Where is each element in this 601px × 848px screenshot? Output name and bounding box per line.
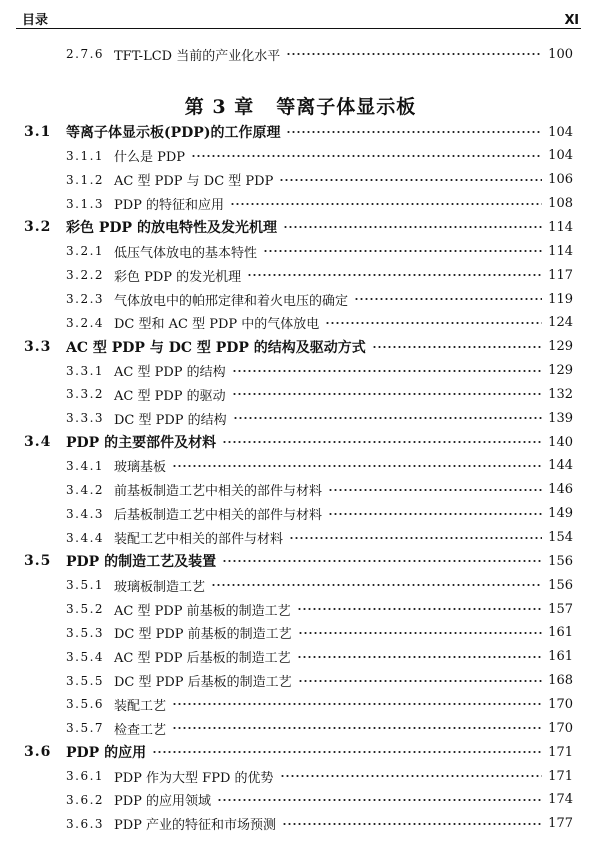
toc-subsection-entry <box>66 360 573 382</box>
entry-page: 170 <box>548 696 573 712</box>
entry-title: AC 型 PDP 后基板的制造工艺 <box>114 651 291 667</box>
dot-leader <box>298 631 542 635</box>
toc-subsection-entry <box>66 646 573 668</box>
dot-leader <box>233 416 542 420</box>
entry-page: 156 <box>548 577 573 593</box>
dot-leader <box>286 52 542 56</box>
toc-subsection-entry <box>66 288 573 310</box>
entry-number: 3.1.3 <box>66 196 105 211</box>
dot-leader <box>230 202 542 206</box>
toc-section-entry <box>24 550 573 572</box>
entry-title: PDP 的应用领域 <box>114 794 212 810</box>
toc-subsection-entry <box>66 145 573 167</box>
entry-title: 彩色 PDP 的放电特性及发光机理 <box>66 220 277 237</box>
entry-number: 3.5.6 <box>66 697 105 712</box>
entry-page: 144 <box>548 458 573 474</box>
dot-leader <box>298 679 542 683</box>
entry-title: PDP 作为大型 FPD 的优势 <box>114 770 274 786</box>
dot-leader <box>222 440 542 444</box>
toc-subsection-entry <box>66 169 573 191</box>
entry-number: 3.5 <box>24 553 52 570</box>
entry-number: 3.2 <box>24 219 52 236</box>
toc-subsection-entry <box>66 503 573 525</box>
dot-leader <box>172 726 542 730</box>
entry-page: 146 <box>548 482 573 498</box>
entry-number: 3.5.1 <box>66 578 105 593</box>
entry-title: AC 型 PDP 与 DC 型 PDP 的结构及驱动方式 <box>66 339 366 356</box>
dot-leader <box>172 702 542 706</box>
dot-leader <box>217 798 542 802</box>
toc-subsection-entry <box>66 479 573 501</box>
entry-title: 后基板制造工艺中相关的部件与材料 <box>114 508 323 524</box>
dot-leader <box>232 369 543 373</box>
entry-title: AC 型 PDP 前基板的制造工艺 <box>114 603 291 619</box>
toc-subsection-entry <box>66 527 573 549</box>
entry-page: 108 <box>548 196 573 212</box>
toc-subsection-entry <box>66 407 573 429</box>
dot-leader <box>372 345 542 349</box>
entry-title: 什么是 PDP <box>114 150 186 166</box>
entry-title: 装配工艺中相关的部件与材料 <box>114 532 284 547</box>
entry-page: 174 <box>548 792 573 808</box>
entry-page: 117 <box>548 267 573 283</box>
entry-number: 3.5.4 <box>66 649 105 664</box>
entry-number: 3.1.2 <box>66 172 105 187</box>
toc-section-entry <box>24 336 573 358</box>
entry-title: PDP 的主要部件及材料 <box>66 435 217 452</box>
entry-number: 3.3.3 <box>66 411 105 426</box>
dot-leader <box>282 822 542 826</box>
entry-page: 119 <box>548 291 573 307</box>
entry-number: 3.4.1 <box>66 458 105 473</box>
entry-page: 168 <box>548 673 573 689</box>
toc-subsection-entry <box>66 383 573 405</box>
dot-leader <box>328 512 542 516</box>
entry-number: 3.4.2 <box>66 482 105 497</box>
entry-number: 3.2.3 <box>66 292 105 306</box>
entry-number: 3.1.1 <box>66 148 105 163</box>
toc-subsection-entry <box>66 693 573 715</box>
chapter-title: 等离子体显示板 <box>276 96 417 118</box>
dot-leader <box>297 655 543 659</box>
dot-leader <box>279 178 542 182</box>
entry-number: 3.4.4 <box>66 530 105 545</box>
running-head <box>22 6 579 28</box>
dot-leader <box>211 583 542 587</box>
entry-title: 装配工艺 <box>114 698 167 714</box>
toc-section-entry <box>24 121 573 143</box>
entry-title: 等离子体显示板(PDP)的工作原理 <box>66 125 281 141</box>
page-number-roman: Ⅺ <box>564 13 579 28</box>
toc-entry-prev <box>66 43 573 65</box>
entry-number: 3.2.4 <box>66 315 105 330</box>
entry-title: DC 型 PDP 后基板的制造工艺 <box>114 675 292 691</box>
entry-page: 171 <box>548 744 573 760</box>
toc-subsection-entry <box>66 789 573 811</box>
entry-title: 气体放电中的帕邢定律和着火电压的确定 <box>114 293 349 309</box>
dot-leader <box>328 488 542 492</box>
entry-number: 3.6.1 <box>66 769 105 783</box>
entry-title: PDP 的应用 <box>66 745 147 762</box>
entry-number: 2.7.6 <box>66 47 105 61</box>
dot-leader <box>222 559 542 563</box>
entry-page: 129 <box>548 363 573 378</box>
dot-leader <box>263 249 542 253</box>
entry-page: 114 <box>548 219 573 235</box>
entry-title: PDP 的特征和应用 <box>114 198 225 214</box>
dot-leader <box>191 154 542 158</box>
entry-number: 3.6.2 <box>66 792 105 807</box>
toc-subsection-entry <box>66 264 573 286</box>
chapter-heading <box>0 92 601 119</box>
entry-title: 检查工艺 <box>114 722 167 738</box>
entry-title: DC 型和 AC 型 PDP 中的气体放电 <box>114 317 320 333</box>
entry-title: 玻璃板制造工艺 <box>114 579 206 595</box>
dot-leader <box>283 225 542 229</box>
header-rule <box>16 28 581 29</box>
entry-number: 3.6.3 <box>66 816 105 831</box>
dot-leader <box>325 321 542 325</box>
entry-number: 3.5.2 <box>66 602 105 616</box>
toc-section-entry <box>24 741 573 763</box>
toc-subsection-entry <box>66 574 573 596</box>
entry-title: PDP 产业的特征和市场预测 <box>114 818 277 834</box>
entry-title: 彩色 PDP 的发光机理 <box>114 269 242 285</box>
toc-subsection-entry <box>66 670 573 692</box>
entry-title: AC 型 PDP 的驱动 <box>114 388 226 404</box>
dot-leader <box>247 273 542 277</box>
entry-number: 3.4 <box>24 434 52 451</box>
entry-title: 低压气体放电的基本特性 <box>114 245 258 261</box>
entry-page: 161 <box>548 625 573 641</box>
entry-title: 前基板制造工艺中相关的部件与材料 <box>114 484 323 500</box>
entry-number: 3.5.5 <box>66 673 105 688</box>
toc-subsection-entry <box>66 312 573 334</box>
toc-subsection-entry <box>66 717 573 739</box>
entry-number: 3.5.7 <box>66 721 105 736</box>
entry-title: 玻璃基板 <box>114 460 167 476</box>
entry-page: 177 <box>548 816 573 832</box>
entry-page: 129 <box>548 339 573 355</box>
entry-page: 124 <box>548 315 573 331</box>
running-head-label: 目录 <box>22 13 49 28</box>
entry-page: 104 <box>548 148 573 164</box>
entry-page: 104 <box>548 124 573 140</box>
entry-number: 3.6 <box>24 744 52 761</box>
dot-leader <box>232 392 543 396</box>
dot-leader <box>286 130 542 134</box>
entry-page: 156 <box>548 553 573 569</box>
dot-leader <box>280 774 543 778</box>
toc-subsection-entry <box>66 240 573 262</box>
entry-page: 161 <box>548 649 573 665</box>
toc-section-entry <box>24 216 573 238</box>
entry-number: 3.3 <box>24 338 52 355</box>
entry-title: DC 型 PDP 的结构 <box>114 412 227 428</box>
toc-subsection-entry <box>66 622 573 644</box>
entry-page: 100 <box>548 46 573 62</box>
toc-section-entry <box>24 431 573 453</box>
dot-leader <box>289 536 542 540</box>
entry-page: 106 <box>548 172 573 188</box>
entry-title: PDP 的制造工艺及装置 <box>66 554 217 571</box>
entry-title: AC 型 PDP 与 DC 型 PDP <box>114 174 274 190</box>
toc-subsection-entry <box>66 455 573 477</box>
entry-number: 3.5.3 <box>66 625 105 640</box>
entry-page: 132 <box>548 386 573 402</box>
entry-page: 140 <box>548 434 573 450</box>
dot-leader <box>354 297 542 301</box>
entry-number: 3.1 <box>24 124 52 140</box>
chapter-label: 第 3 章 <box>184 96 255 118</box>
entry-title: DC 型 PDP 前基板的制造工艺 <box>114 627 292 643</box>
dot-leader <box>172 464 542 468</box>
dot-leader <box>297 607 543 611</box>
entry-page: 171 <box>548 768 573 784</box>
entry-page: 149 <box>548 506 573 522</box>
entry-page: 170 <box>548 720 573 736</box>
toc-subsection-entry <box>66 765 573 787</box>
entry-number: 3.3.1 <box>66 363 105 378</box>
entry-title: AC 型 PDP 的结构 <box>114 365 226 380</box>
entry-number: 3.3.2 <box>66 387 105 402</box>
entry-number: 3.2.2 <box>66 268 105 283</box>
entry-page: 154 <box>548 530 573 545</box>
entry-page: 114 <box>548 243 573 259</box>
entry-page: 157 <box>548 601 573 617</box>
toc-subsection-entry <box>66 193 573 215</box>
toc-subsection-entry <box>66 598 573 620</box>
entry-number: 3.2.1 <box>66 244 105 259</box>
entry-page: 139 <box>548 410 573 426</box>
dot-leader <box>152 750 542 754</box>
entry-title: TFT-LCD 当前的产业化水平 <box>114 48 281 64</box>
entry-number: 3.4.3 <box>66 506 105 521</box>
toc-subsection-entry <box>66 813 573 835</box>
